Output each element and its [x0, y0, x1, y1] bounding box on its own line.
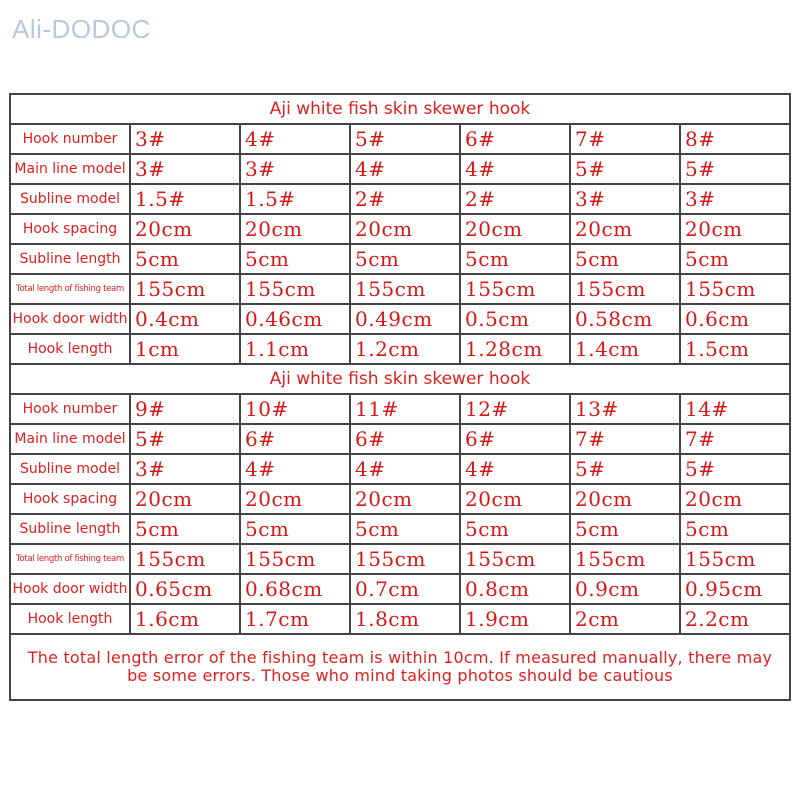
- spec-row: [10, 574, 790, 604]
- row-label: Total length of fishing team: [10, 274, 130, 304]
- value-cell: 4#: [240, 454, 350, 484]
- value-cell: 2.2cm: [680, 604, 790, 634]
- value-cell: 155cm: [460, 274, 570, 304]
- value-cell: 0.8cm: [460, 574, 570, 604]
- row-label: Subline length: [10, 514, 130, 544]
- value-cell: 3#: [130, 454, 240, 484]
- value-cell: 1.1cm: [240, 334, 350, 364]
- value-cell: 2#: [460, 184, 570, 214]
- value-cell: 20cm: [680, 484, 790, 514]
- value-cell: 1.7cm: [240, 604, 350, 634]
- section-title-row: [10, 94, 790, 124]
- value-cell: 1.5cm: [680, 334, 790, 364]
- value-cell: 3#: [130, 124, 240, 154]
- value-cell: 0.49cm: [350, 304, 460, 334]
- value-cell: 155cm: [350, 274, 460, 304]
- spec-row: [10, 274, 790, 304]
- value-cell: 5#: [570, 454, 680, 484]
- spec-row: [10, 124, 790, 154]
- value-cell: 4#: [460, 454, 570, 484]
- row-label: Subline model: [10, 184, 130, 214]
- section-title: Aji white fish skin skewer hook: [10, 94, 790, 124]
- value-cell: 5#: [350, 124, 460, 154]
- value-cell: 1.9cm: [460, 604, 570, 634]
- value-cell: 5cm: [240, 514, 350, 544]
- value-cell: 9#: [130, 394, 240, 424]
- row-label: Hook door width: [10, 304, 130, 334]
- value-cell: 5cm: [350, 244, 460, 274]
- value-cell: 1.28cm: [460, 334, 570, 364]
- value-cell: 5cm: [240, 244, 350, 274]
- value-cell: 5cm: [130, 514, 240, 544]
- value-cell: 8#: [680, 124, 790, 154]
- value-cell: 0.6cm: [680, 304, 790, 334]
- value-cell: 6#: [460, 124, 570, 154]
- row-label: Total length of fishing team: [10, 544, 130, 574]
- value-cell: 3#: [680, 184, 790, 214]
- spec-row: [10, 484, 790, 514]
- section-title-row: [10, 364, 790, 394]
- value-cell: 1.5#: [130, 184, 240, 214]
- value-cell: 4#: [350, 154, 460, 184]
- value-cell: 5cm: [350, 514, 460, 544]
- value-cell: 3#: [240, 154, 350, 184]
- value-cell: 155cm: [680, 274, 790, 304]
- note-row: [10, 634, 790, 700]
- value-cell: 0.95cm: [680, 574, 790, 604]
- spec-row: [10, 514, 790, 544]
- spec-row: [10, 214, 790, 244]
- spec-row: [10, 604, 790, 634]
- row-label: Hook length: [10, 334, 130, 364]
- value-cell: 5#: [570, 154, 680, 184]
- value-cell: 5cm: [460, 244, 570, 274]
- row-label: Hook number: [10, 124, 130, 154]
- value-cell: 3#: [130, 154, 240, 184]
- value-cell: 155cm: [680, 544, 790, 574]
- spec-table: [9, 93, 791, 701]
- value-cell: 155cm: [460, 544, 570, 574]
- value-cell: 7#: [570, 124, 680, 154]
- value-cell: 0.9cm: [570, 574, 680, 604]
- row-label: Subline model: [10, 454, 130, 484]
- value-cell: 5#: [680, 154, 790, 184]
- value-cell: 155cm: [570, 274, 680, 304]
- value-cell: 20cm: [570, 214, 680, 244]
- spec-row: [10, 334, 790, 364]
- value-cell: 0.65cm: [130, 574, 240, 604]
- value-cell: 155cm: [350, 544, 460, 574]
- value-cell: 13#: [570, 394, 680, 424]
- value-cell: 1.5#: [240, 184, 350, 214]
- value-cell: 4#: [350, 454, 460, 484]
- value-cell: 0.58cm: [570, 304, 680, 334]
- value-cell: 6#: [460, 424, 570, 454]
- value-cell: 1cm: [130, 334, 240, 364]
- value-cell: 0.68cm: [240, 574, 350, 604]
- value-cell: 20cm: [350, 484, 460, 514]
- spec-row: [10, 154, 790, 184]
- row-label: Main line model: [10, 154, 130, 184]
- value-cell: 7#: [570, 424, 680, 454]
- value-cell: 5cm: [130, 244, 240, 274]
- row-label: Hook door width: [10, 574, 130, 604]
- value-cell: 7#: [680, 424, 790, 454]
- value-cell: 155cm: [240, 544, 350, 574]
- row-label: Hook number: [10, 394, 130, 424]
- value-cell: 2cm: [570, 604, 680, 634]
- value-cell: 20cm: [460, 214, 570, 244]
- value-cell: 0.46cm: [240, 304, 350, 334]
- spec-row: [10, 304, 790, 334]
- row-label: Subline length: [10, 244, 130, 274]
- row-label: Main line model: [10, 424, 130, 454]
- value-cell: 0.7cm: [350, 574, 460, 604]
- value-cell: 20cm: [130, 484, 240, 514]
- value-cell: 5cm: [570, 514, 680, 544]
- value-cell: 155cm: [130, 274, 240, 304]
- value-cell: 20cm: [350, 214, 460, 244]
- value-cell: 20cm: [240, 484, 350, 514]
- value-cell: 0.4cm: [130, 304, 240, 334]
- value-cell: 20cm: [130, 214, 240, 244]
- value-cell: 6#: [240, 424, 350, 454]
- value-cell: 12#: [460, 394, 570, 424]
- spec-row: [10, 454, 790, 484]
- value-cell: 3#: [570, 184, 680, 214]
- value-cell: 1.6cm: [130, 604, 240, 634]
- error-note: The total length error of the fishing team is within 10cm. If measured manually, there may be some errors. Those who mind taking photos should be cautious: [10, 634, 790, 700]
- value-cell: 5cm: [460, 514, 570, 544]
- value-cell: 1.2cm: [350, 334, 460, 364]
- value-cell: 155cm: [130, 544, 240, 574]
- row-label: Hook spacing: [10, 484, 130, 514]
- spec-row: [10, 184, 790, 214]
- row-label: Hook spacing: [10, 214, 130, 244]
- value-cell: 5cm: [680, 514, 790, 544]
- value-cell: 1.4cm: [570, 334, 680, 364]
- value-cell: 20cm: [460, 484, 570, 514]
- value-cell: 155cm: [570, 544, 680, 574]
- value-cell: 5cm: [680, 244, 790, 274]
- value-cell: 4#: [460, 154, 570, 184]
- value-cell: 2#: [350, 184, 460, 214]
- value-cell: 155cm: [240, 274, 350, 304]
- value-cell: 20cm: [240, 214, 350, 244]
- spec-row: [10, 394, 790, 424]
- spec-row: [10, 544, 790, 574]
- section-title: Aji white fish skin skewer hook: [10, 364, 790, 394]
- spec-row: [10, 244, 790, 274]
- value-cell: 14#: [680, 394, 790, 424]
- spec-row: [10, 424, 790, 454]
- value-cell: 1.8cm: [350, 604, 460, 634]
- value-cell: 0.5cm: [460, 304, 570, 334]
- value-cell: 20cm: [570, 484, 680, 514]
- value-cell: 6#: [350, 424, 460, 454]
- spec-table-body: [10, 94, 790, 700]
- watermark-logo: Ali-DODOC: [12, 14, 151, 44]
- value-cell: 10#: [240, 394, 350, 424]
- value-cell: 11#: [350, 394, 460, 424]
- row-label: Hook length: [10, 604, 130, 634]
- value-cell: 20cm: [680, 214, 790, 244]
- value-cell: 5#: [130, 424, 240, 454]
- value-cell: 5#: [680, 454, 790, 484]
- value-cell: 4#: [240, 124, 350, 154]
- value-cell: 5cm: [570, 244, 680, 274]
